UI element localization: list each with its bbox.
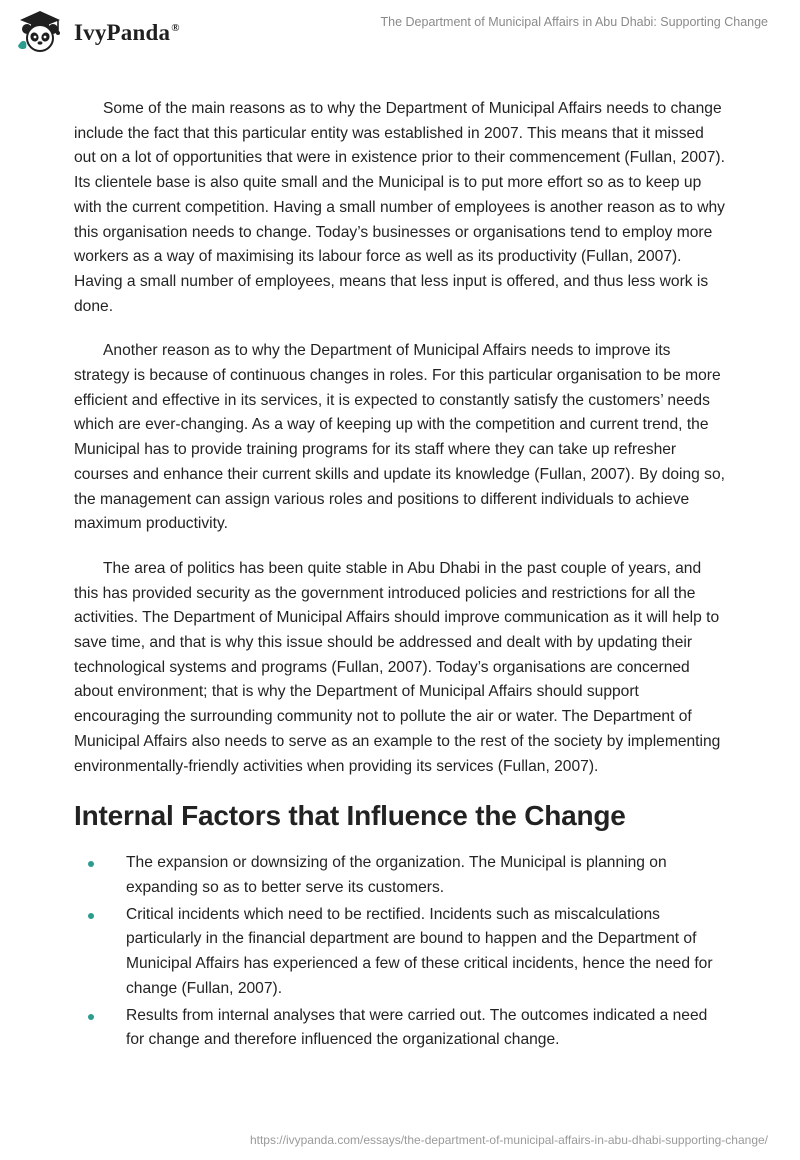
ivypanda-logo[interactable] <box>14 8 180 54</box>
section-heading: Internal Factors that Influence the Change <box>74 800 626 832</box>
list-item <box>74 1004 726 1053</box>
list-item-text: Critical incidents which need to be rectified. Incidents such as miscalculations particularly in the financial department are bound to happen and the Department of Municipal Affairs has experienced a few of these critical incidents, hence the need for change (Fullan, 2007). <box>126 905 713 997</box>
internal-factors-list <box>74 851 726 1053</box>
bullet-dot-icon <box>88 913 94 919</box>
document-title: The Department of Municipal Affairs in Abu Dhabi: Supporting Change <box>380 15 768 29</box>
list-item <box>74 903 726 1002</box>
source-url-link[interactable]: https://ivypanda.com/essays/the-department-of-municipal-affairs-in-abu-dhabi-supporting-change/ <box>249 1133 768 1147</box>
page-header <box>0 0 800 62</box>
paragraph-politics-environment: The area of politics has been quite stable in Abu Dhabi in the past couple of years, and this has provided security as the government introduced policies and restrictions for all the activities. The Department of Municipal Affairs should improve communication as it will help to save time, and that is why this issue should be addressed and dealt with by updating their technological systems and programs (Fullan, 2007). Today’s organisations are concerned about environment; that is why the Department of Municipal Affairs should support encouraging the surrounding community not to pollute the air or water. The Department of Municipal Affairs also needs to serve as an example to the rest of the society by implementing environmentally-friendly activities when providing its services (Fullan, 2007). <box>74 559 721 775</box>
list-item-text: The expansion or downsizing of the organization. The Municipal is planning on expanding so as to better serve its customers. <box>126 854 667 896</box>
list-item <box>74 851 726 900</box>
bullet-dot-icon <box>88 861 94 867</box>
essay-content <box>74 97 726 1055</box>
list-item-text: Results from internal analyses that were carried out. The outcomes indicated a need for change and therefore influenced the organizational change. <box>126 1006 708 1049</box>
registered-mark: ® <box>171 22 180 35</box>
panda-graduate-icon <box>14 8 66 54</box>
paragraph-reasons-to-change: Some of the main reasons as to why the Department of Municipal Affairs needs to change include the fact that this particular entity was established in 2007. This means that it missed out on a lot of opportunities that were in existence prior to their commencement (Fullan, 2007). Its clientele base is also quite small and the Municipal is to put more effort so as to keep up with the current competition. Having a small number of employees is another reason as to why this organisation needs to change. Today’s businesses or organisations tend to employ more workers as a way of maximising its labour force as well as its productivity (Fullan, 2007). Having a small number of employees, means that less input is offered, and thus less work is done. <box>74 100 725 315</box>
paragraph-changing-roles: Another reason as to why the Department of Municipal Affairs needs to improve its strategy is because of continuous changes in roles. For this particular organisation to be more efficient and effective in its services, it is expected to constantly satisfy the customers’ needs which are ever-changing. As a way of keeping up with the competition and current trend, the Municipal has to provide training programs for its staff where they can take up refresher courses and enhance their current skills and update its knowledge (Fullan, 2007). By doing so, the management can assign various roles and positions to different individuals to achieve maximum productivity. <box>74 342 725 533</box>
brand-name: IvyPanda® <box>74 20 180 45</box>
bullet-dot-icon <box>88 1014 94 1020</box>
